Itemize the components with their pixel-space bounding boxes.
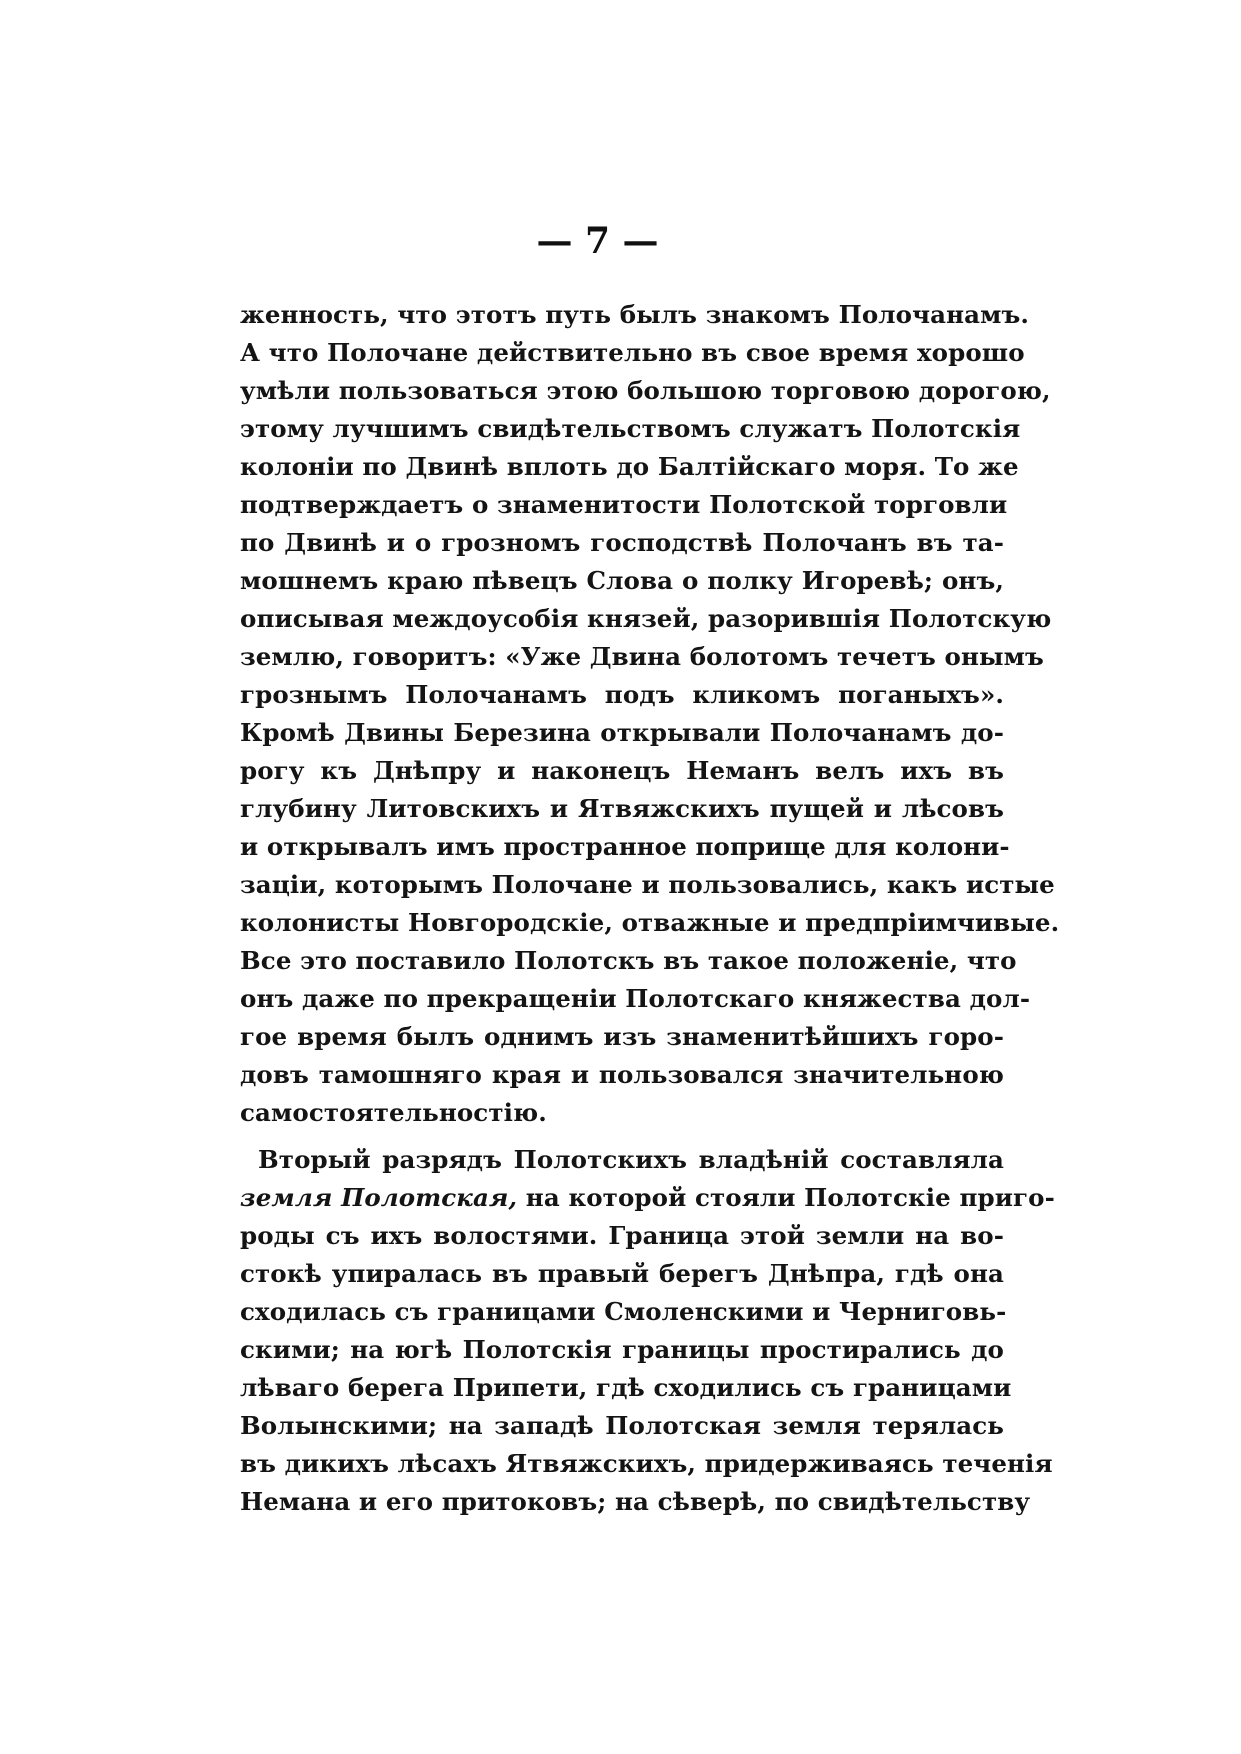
text-line: описывая междоусобія князей, разорившія Полотскую: [240, 604, 1052, 633]
text-line: колонисты Новгородскіе, отважные и предпріимчивые.: [240, 908, 1060, 937]
text-line: гое время былъ однимъ изъ знаменитѣйшихъ горо-: [240, 1022, 1004, 1051]
text-line: А что Полочане действительно въ свое время хорошо: [240, 338, 1025, 367]
text-line: Все это поставило Полотскъ въ такое положеніе, что: [240, 946, 1017, 975]
text-line: землю, говоритъ: «Уже Двина болотомъ течетъ онымъ: [240, 642, 1044, 671]
paragraph-2: [240, 1141, 1055, 1521]
text-line: скими; на югѣ Полотскія границы простирались до: [240, 1335, 1004, 1364]
text-line: Немана и его притоковъ; на сѣверѣ, по свидѣтельству: [240, 1487, 1031, 1516]
body-text: [240, 296, 1060, 1521]
text-line: мошнемъ краю пѣвецъ Слова о полку Игоревѣ; онъ,: [240, 566, 1004, 595]
text-line: по Двинѣ и о грозномъ господствѣ Полочанъ въ та-: [240, 528, 1004, 557]
text-line: рогу къ Днѣпру и наконецъ Неманъ велъ ихъ въ: [240, 756, 1004, 785]
italic-phrase: земля Полотская,: [240, 1183, 518, 1212]
paragraph-2-lines: [240, 1217, 1053, 1521]
text-line: стокѣ упиралась въ правый берегъ Днѣпра, гдѣ она: [240, 1259, 1004, 1288]
text-line: Кромѣ Двины Березина открывали Полочанамъ до-: [240, 718, 1004, 747]
text-line: роды съ ихъ волостями. Граница этой земли на во-: [240, 1221, 1004, 1250]
paragraph-1: [240, 296, 1060, 1132]
text-line: этому лучшимъ свидѣтельствомъ служатъ Полотскія: [240, 414, 1021, 443]
text-line: умѣли пользоваться этою большою торговою дорогою,: [240, 376, 1051, 405]
text-line: заціи, которымъ Полочане и пользовались, какъ истые: [240, 870, 1055, 899]
text-line: подтверждаетъ о знаменитости Полотской торговли: [240, 490, 1008, 519]
text-line: самостоятельностію.: [240, 1098, 547, 1127]
text-line: женность, что этотъ путь былъ знакомъ Полочанамъ.: [240, 300, 1029, 329]
text-line: грознымъ Полочанамъ подъ кликомъ поганыхъ».: [240, 680, 1004, 709]
page-number: — 7 —: [536, 220, 659, 262]
paragraph-gap: [240, 1132, 1004, 1141]
text-line: онъ даже по прекращеніи Полотскаго княжества дол-: [240, 984, 1031, 1013]
text-line: Волынскими; на западѣ Полотская земля терялась: [240, 1411, 1004, 1440]
text-fragment: на которой стояли Полотскіе приго-: [517, 1183, 1055, 1212]
text-line: въ дикихъ лѣсахъ Ятвяжскихъ, придерживаясь теченія: [240, 1449, 1053, 1478]
text-line: довъ тамошняго края и пользовался значительною: [240, 1060, 1004, 1089]
text-line: глубину Литовскихъ и Ятвяжскихъ пущей и лѣсовъ: [240, 794, 1004, 823]
text-line: лѣваго берега Припети, гдѣ сходились съ границами: [240, 1373, 1012, 1402]
text-line: колоніи по Двинѣ вплоть до Балтійскаго моря. То же: [240, 452, 1019, 481]
text-line: [240, 1179, 1055, 1217]
text-line: Вторый разрядъ Полотскихъ владѣній составляла: [258, 1145, 1004, 1174]
text-line: сходилась съ границами Смоленскими и Черниговь-: [240, 1297, 1007, 1326]
text-line: и открывалъ имъ пространное поприще для колони-: [240, 832, 1010, 861]
